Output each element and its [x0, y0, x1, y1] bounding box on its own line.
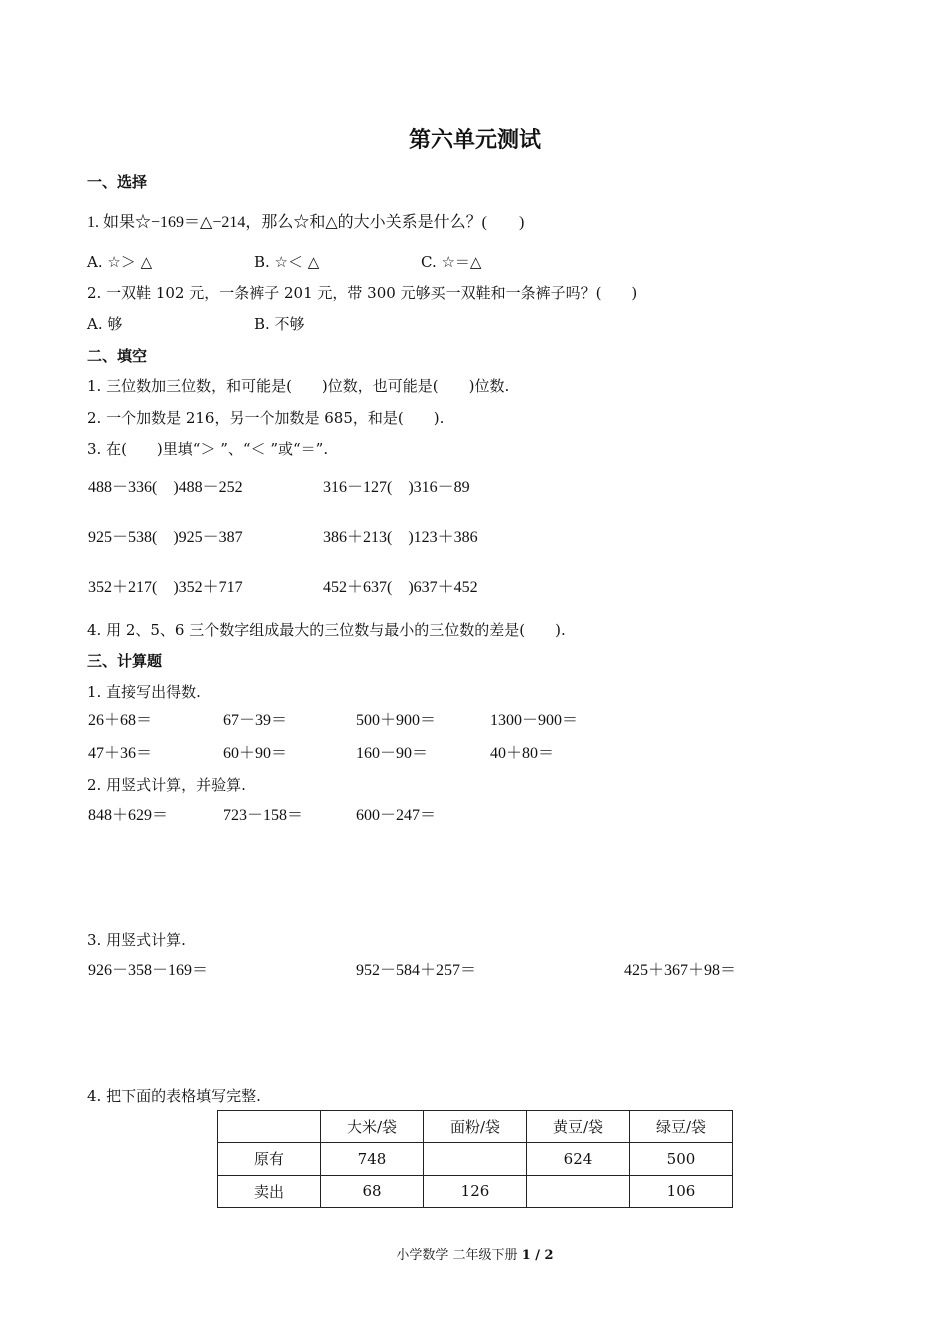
- question-fill-1: 1. 三位数加三位数，和可能是( )位数，也可能是( )位数.: [87, 377, 510, 395]
- page-footer: [0, 1246, 950, 1266]
- inventory-table: [217, 1110, 733, 1208]
- compare-expression: 352＋217( )352＋717: [88, 579, 243, 596]
- vertical-expression: 952－584＋257＝: [356, 962, 477, 979]
- question-calc-3: 3. 用竖式计算.: [87, 931, 186, 949]
- vertical-check-expression: 723－158＝: [223, 807, 304, 824]
- direct-expression: 160－90＝: [356, 745, 429, 762]
- table-cell: 748: [321, 1143, 424, 1175]
- table-cell: 624: [527, 1143, 630, 1175]
- vertical-expression: 425＋367＋98＝: [624, 962, 737, 979]
- table-cell: 106: [630, 1175, 733, 1207]
- compare-expression: 488－336( )488－252: [88, 479, 243, 496]
- direct-expression: 67－39＝: [223, 712, 288, 729]
- table-cell: 黄豆/袋: [527, 1111, 630, 1143]
- table-row: [218, 1143, 733, 1175]
- option-a: A. ☆＞ △: [87, 253, 153, 271]
- direct-expression: 500＋900＝: [356, 712, 437, 729]
- table-cell: 面粉/袋: [424, 1111, 527, 1143]
- question-fill-2: 2. 一个加数是 216，另一个加数是 685，和是( ).: [87, 409, 445, 427]
- table-cell: 500: [630, 1143, 733, 1175]
- table-cell: 绿豆/袋: [630, 1111, 733, 1143]
- question-fill-4: 4. 用 2、5、6 三个数字组成最大的三位数与最小的三位数的差是( ).: [87, 621, 566, 639]
- table-cell: 126: [424, 1175, 527, 1207]
- question-calc-2: 2. 用竖式计算，并验算.: [87, 776, 246, 794]
- question-fill-3: 3. 在( )里填“＞ ”、“＜ ”或“＝”.: [87, 440, 329, 458]
- compare-expression: 316－127( )316－89: [323, 479, 470, 496]
- direct-expression: 47＋36＝: [88, 745, 153, 762]
- vertical-expression: 926－358－169＝: [88, 962, 209, 979]
- table-cell: [424, 1143, 527, 1175]
- table-cell: 大米/袋: [321, 1111, 424, 1143]
- compare-expression: 386＋213( )123＋386: [323, 529, 478, 546]
- option-a: A. 够: [87, 315, 123, 333]
- option-b: B. 不够: [254, 315, 305, 333]
- table-cell: 卖出: [218, 1175, 321, 1207]
- compare-expression: 452＋637( )637＋452: [323, 579, 478, 596]
- direct-expression: 1300－900＝: [490, 712, 579, 729]
- question-choice-2: 2. 一双鞋 102 元，一条裤子 201 元，带 300 元够买一双鞋和一条裤子吗？( ): [87, 284, 638, 302]
- direct-expression: 60＋90＝: [223, 745, 288, 762]
- table-cell: 原有: [218, 1143, 321, 1175]
- table-cell: [527, 1175, 630, 1207]
- question-choice-1: 1. 如果☆−169＝△−214，那么☆和△的大小关系是什么？( ): [87, 214, 525, 231]
- table-header-row: [218, 1111, 733, 1143]
- option-b: B. ☆＜ △: [254, 253, 320, 271]
- page-number: 1 / 2: [521, 1248, 554, 1263]
- footer-text: 小学数学 二年级下册: [396, 1248, 522, 1263]
- question-calc-1: 1. 直接写出得数.: [87, 683, 201, 701]
- section-heading-choice: 一、选择: [87, 173, 148, 191]
- page-title: 第六单元测试: [408, 128, 541, 153]
- direct-expression: 26＋68＝: [88, 712, 153, 729]
- section-heading-fill: 二、填空: [87, 347, 148, 365]
- vertical-check-expression: 848＋629＝: [88, 807, 169, 824]
- option-c: C. ☆＝△: [421, 253, 482, 271]
- table-cell: 68: [321, 1175, 424, 1207]
- compare-expression: 925－538( )925－387: [88, 529, 243, 546]
- direct-expression: 40＋80＝: [490, 745, 555, 762]
- section-heading-calc: 三、计算题: [87, 652, 163, 670]
- vertical-check-expression: 600－247＝: [356, 807, 437, 824]
- table-cell: [218, 1111, 321, 1143]
- question-calc-4: 4. 把下面的表格填写完整.: [87, 1087, 261, 1105]
- table-row: [218, 1175, 733, 1207]
